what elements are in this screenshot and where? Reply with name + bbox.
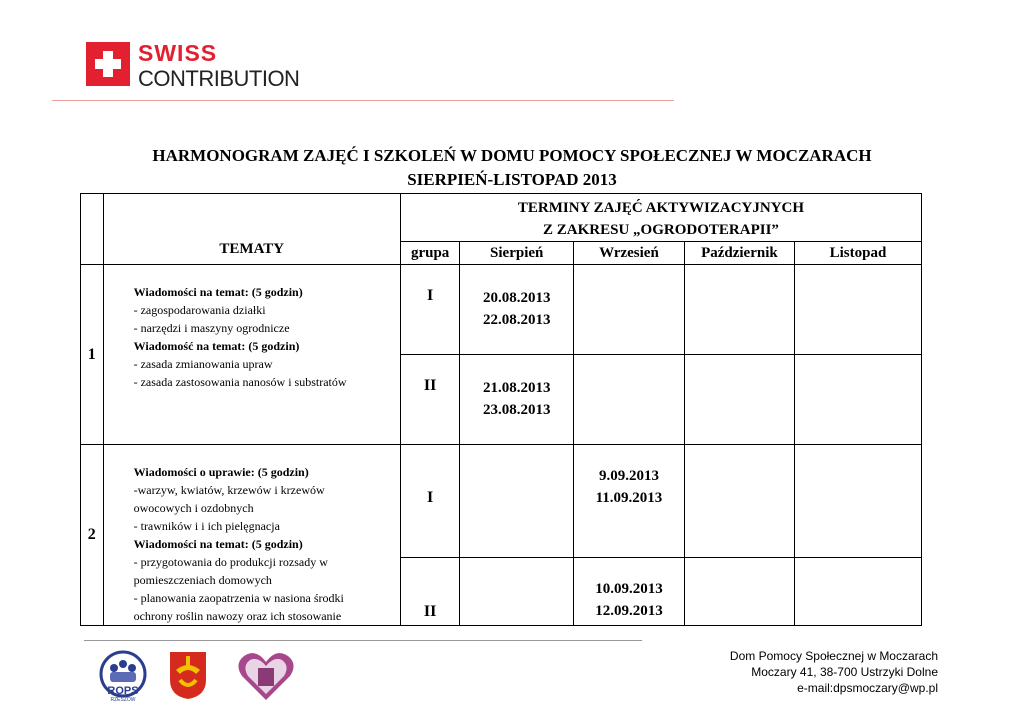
group-cell: I (400, 445, 459, 558)
empty-cell (460, 445, 574, 558)
topic-line: Wiadomości o uprawie: (5 godzin) (133, 465, 309, 479)
topic-line: Wiadomość na temat: (5 godzin) (133, 339, 300, 353)
row-number: 1 (81, 265, 104, 445)
month-header: Październik (684, 242, 794, 265)
month-header: Listopad (794, 242, 921, 265)
heart-logo (236, 650, 296, 702)
month-header: Sierpień (460, 242, 574, 265)
empty-cell (794, 265, 921, 355)
rops-logo (94, 650, 152, 702)
rops-logo-subtext: RZESZÓW (110, 697, 136, 702)
empty-cell (794, 558, 921, 626)
topic-line: -warzyw, kwiatów, krzewów i krzewów owocowych i ozdobnych (133, 483, 325, 515)
address-line3: e-mail:dpsmoczary@wp.pl (797, 681, 938, 695)
address-line2: Moczary 41, 38-700 Ustrzyki Dolne (751, 665, 938, 679)
terms-header (400, 194, 921, 242)
dates-cell (574, 558, 685, 626)
coat-of-arms-logo (168, 650, 208, 700)
rops-logo-text: ROPS (107, 685, 139, 697)
footer-divider (84, 640, 642, 641)
topic-line: - zagospodarowania działki (133, 303, 266, 317)
dates-cell (460, 355, 574, 445)
date: 10.09.2013 (595, 581, 663, 597)
month-header: Wrzesień (574, 242, 685, 265)
topic-line: Wiadomości na temat: (5 godzin) (133, 285, 303, 299)
terms-line2: Z ZAKRESU „OGRODOTERAPII” (543, 221, 779, 238)
footer-address (730, 648, 938, 696)
topic-line: - planowania zaopatrzenia w nasiona środki ochrony roślin nawozy oraz ich stosowanie (133, 591, 344, 623)
page-subtitle: SIERPIEŃ-LISTOPAD 2013 (407, 170, 617, 189)
empty-cell (460, 558, 574, 626)
empty-cell (684, 558, 794, 626)
topic-line: - zasada zastosowania nanosów i substratów (133, 375, 347, 389)
date: 12.09.2013 (595, 603, 663, 619)
topic-line: - przygotowania do produkcji rozsady w pomieszczeniach domowych (133, 555, 328, 587)
date: 23.08.2013 (482, 402, 551, 418)
topic-line: Wiadomości na temat: (5 godzin) (133, 537, 303, 551)
topic-line: - trawników i i ich pielęgnacja (133, 519, 280, 533)
empty-cell (794, 355, 921, 445)
date: 9.09.2013 (598, 468, 659, 484)
group-header: grupa (400, 242, 459, 265)
empty-cell (684, 445, 794, 558)
date: 21.08.2013 (482, 380, 551, 396)
brand-line2: CONTRIBUTION (138, 66, 300, 91)
topic-line: - zasada zmianowania upraw (133, 357, 273, 371)
brand-line1: SWISS (138, 40, 218, 66)
page-title: HARMONOGRAM ZAJĘĆ I SZKOLEŃ W DOMU POMOCY SPOŁECZNEJ W MOCZARACH (152, 146, 872, 165)
date: 22.08.2013 (482, 312, 551, 328)
terms-line1: TERMINY ZAJĘĆ AKTYWIZACYJNYCH (517, 199, 805, 216)
swiss-contribution-logo (86, 42, 130, 86)
dates-cell (574, 445, 685, 558)
date: 20.08.2013 (482, 290, 551, 306)
dates-cell (460, 265, 574, 355)
date: 11.09.2013 (595, 490, 663, 506)
topics-cell (103, 445, 400, 626)
schedule-table (80, 193, 922, 626)
row-number: 2 (81, 445, 104, 626)
empty-cell (684, 265, 794, 355)
topics-header: TEMATY (103, 194, 400, 265)
empty-cell (794, 445, 921, 558)
empty-cell (574, 355, 685, 445)
group-cell: II (400, 355, 459, 445)
group-cell: II (400, 558, 459, 626)
empty-cell (684, 355, 794, 445)
topic-line: - narzędzi i maszyny ogrodnicze (133, 321, 290, 335)
topics-cell (103, 265, 400, 445)
address-line1: Dom Pomocy Społecznej w Moczarach (729, 649, 938, 663)
empty-cell (574, 265, 685, 355)
header-divider (52, 100, 674, 101)
number-header (81, 194, 104, 265)
group-cell: I (400, 265, 459, 355)
